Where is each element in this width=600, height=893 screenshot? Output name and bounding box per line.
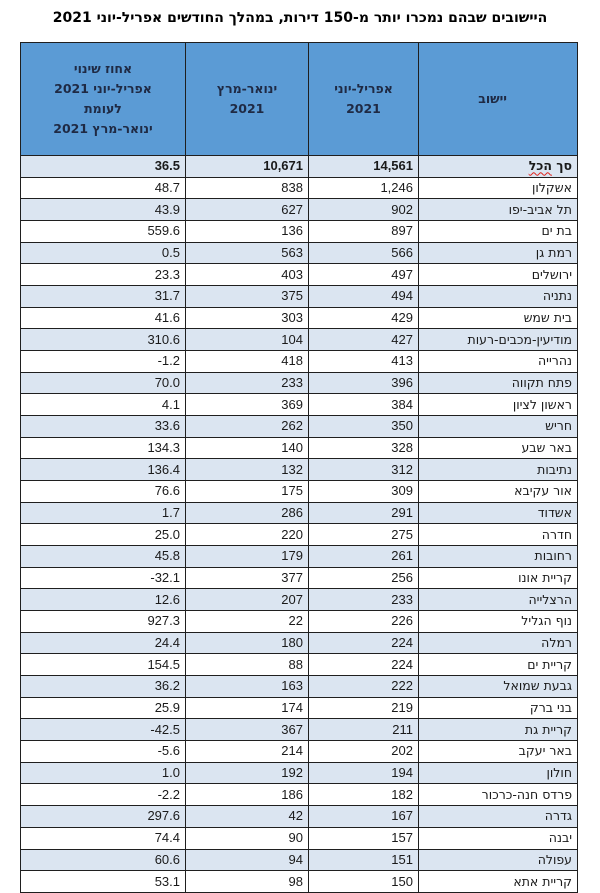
cell-change-percent: 927.3 bbox=[21, 611, 186, 633]
cell-change-percent: 33.6 bbox=[21, 416, 186, 438]
cell-change-percent: 25.9 bbox=[21, 697, 186, 719]
cell-city: יבנה bbox=[419, 827, 578, 849]
table-row bbox=[21, 351, 578, 373]
cell-apr-jun: 328 bbox=[309, 437, 419, 459]
table-row bbox=[21, 697, 578, 719]
cell-city: גדרה bbox=[419, 806, 578, 828]
cell-city bbox=[419, 156, 578, 178]
cell-apr-jun: 897 bbox=[309, 221, 419, 243]
table-row bbox=[21, 567, 578, 589]
cell-change-percent: 76.6 bbox=[21, 481, 186, 503]
cell-apr-jun: 224 bbox=[309, 654, 419, 676]
cell-change-percent: 70.0 bbox=[21, 372, 186, 394]
cell-jan-mar: 369 bbox=[186, 394, 309, 416]
cell-apr-jun: 182 bbox=[309, 784, 419, 806]
cell-jan-mar: 140 bbox=[186, 437, 309, 459]
table-row bbox=[21, 611, 578, 633]
cell-apr-jun: 224 bbox=[309, 632, 419, 654]
cell-apr-jun: 150 bbox=[309, 871, 419, 893]
cell-city: קריית גת bbox=[419, 719, 578, 741]
cell-jan-mar: 303 bbox=[186, 307, 309, 329]
table-row bbox=[21, 416, 578, 438]
table-row bbox=[21, 242, 578, 264]
table-row bbox=[21, 459, 578, 481]
cell-change-percent: 23.3 bbox=[21, 264, 186, 286]
cell-jan-mar: 136 bbox=[186, 221, 309, 243]
cell-jan-mar: 104 bbox=[186, 329, 309, 351]
table-row bbox=[21, 719, 578, 741]
cell-change-percent: 53.1 bbox=[21, 871, 186, 893]
table-row bbox=[21, 827, 578, 849]
cell-jan-mar: 375 bbox=[186, 286, 309, 308]
cell-change-percent: 310.6 bbox=[21, 329, 186, 351]
cell-city: קריית ים bbox=[419, 654, 578, 676]
cell-apr-jun: 413 bbox=[309, 351, 419, 373]
table-row bbox=[21, 806, 578, 828]
table-row bbox=[21, 437, 578, 459]
table-row bbox=[21, 524, 578, 546]
cell-jan-mar: 88 bbox=[186, 654, 309, 676]
cell-jan-mar: 418 bbox=[186, 351, 309, 373]
cell-apr-jun: 427 bbox=[309, 329, 419, 351]
cell-jan-mar: 42 bbox=[186, 806, 309, 828]
table-row bbox=[21, 676, 578, 698]
table-row bbox=[21, 177, 578, 199]
cell-jan-mar: 175 bbox=[186, 481, 309, 503]
cell-change-percent: -1.2 bbox=[21, 351, 186, 373]
table-row bbox=[21, 871, 578, 893]
cell-apr-jun: 494 bbox=[309, 286, 419, 308]
cell-apr-jun: 14,561 bbox=[309, 156, 419, 178]
cell-apr-jun: 261 bbox=[309, 546, 419, 568]
cell-apr-jun: 312 bbox=[309, 459, 419, 481]
table-row bbox=[21, 589, 578, 611]
table-row bbox=[21, 849, 578, 871]
cell-jan-mar: 262 bbox=[186, 416, 309, 438]
cell-jan-mar: 22 bbox=[186, 611, 309, 633]
cell-city: נוף הגליל bbox=[419, 611, 578, 633]
cell-change-percent: 60.6 bbox=[21, 849, 186, 871]
cell-change-percent: 48.7 bbox=[21, 177, 186, 199]
cell-apr-jun: 384 bbox=[309, 394, 419, 416]
cell-apr-jun: 902 bbox=[309, 199, 419, 221]
cell-change-percent: 4.1 bbox=[21, 394, 186, 416]
table-row bbox=[21, 307, 578, 329]
cell-jan-mar: 179 bbox=[186, 546, 309, 568]
cell-change-percent: 12.6 bbox=[21, 589, 186, 611]
cell-city: פרדס חנה-כרכור bbox=[419, 784, 578, 806]
cell-city: בני ברק bbox=[419, 697, 578, 719]
cell-city: חולון bbox=[419, 762, 578, 784]
cell-change-percent: -42.5 bbox=[21, 719, 186, 741]
cell-jan-mar: 377 bbox=[186, 567, 309, 589]
cell-city: קריית אתא bbox=[419, 871, 578, 893]
table-row bbox=[21, 654, 578, 676]
cell-change-percent: 297.6 bbox=[21, 806, 186, 828]
cell-city: חריש bbox=[419, 416, 578, 438]
cell-city: נתניה bbox=[419, 286, 578, 308]
cell-jan-mar: 286 bbox=[186, 502, 309, 524]
cell-apr-jun: 566 bbox=[309, 242, 419, 264]
cell-change-percent: 0.5 bbox=[21, 242, 186, 264]
table-row bbox=[21, 286, 578, 308]
apartment-sales-table bbox=[20, 42, 578, 893]
table-row bbox=[21, 741, 578, 763]
cell-apr-jun: 202 bbox=[309, 741, 419, 763]
total-label: סך הכל bbox=[528, 158, 572, 174]
cell-change-percent: 36.2 bbox=[21, 676, 186, 698]
cell-jan-mar: 367 bbox=[186, 719, 309, 741]
header-apr-jun: אפריל-יוני 2021 bbox=[309, 43, 419, 156]
table-row bbox=[21, 784, 578, 806]
cell-change-percent: 43.9 bbox=[21, 199, 186, 221]
cell-apr-jun: 275 bbox=[309, 524, 419, 546]
cell-jan-mar: 627 bbox=[186, 199, 309, 221]
cell-city: באר יעקב bbox=[419, 741, 578, 763]
table-row bbox=[21, 502, 578, 524]
cell-city: גבעת שמואל bbox=[419, 676, 578, 698]
cell-city: חדרה bbox=[419, 524, 578, 546]
cell-change-percent: 136.4 bbox=[21, 459, 186, 481]
table-row bbox=[21, 481, 578, 503]
cell-change-percent: 1.7 bbox=[21, 502, 186, 524]
cell-change-percent: 31.7 bbox=[21, 286, 186, 308]
cell-city: תל אביב-יפו bbox=[419, 199, 578, 221]
cell-city: מודיעין-מכבים-רעות bbox=[419, 329, 578, 351]
cell-city: ראשון לציון bbox=[419, 394, 578, 416]
cell-city: ירושלים bbox=[419, 264, 578, 286]
cell-city: בת ים bbox=[419, 221, 578, 243]
cell-jan-mar: 90 bbox=[186, 827, 309, 849]
table-row bbox=[21, 762, 578, 784]
cell-city: אשקלון bbox=[419, 177, 578, 199]
cell-apr-jun: 226 bbox=[309, 611, 419, 633]
table-row bbox=[21, 264, 578, 286]
cell-city: נתיבות bbox=[419, 459, 578, 481]
cell-apr-jun: 194 bbox=[309, 762, 419, 784]
cell-jan-mar: 563 bbox=[186, 242, 309, 264]
cell-jan-mar: 163 bbox=[186, 676, 309, 698]
cell-change-percent: -32.1 bbox=[21, 567, 186, 589]
cell-change-percent: 41.6 bbox=[21, 307, 186, 329]
table-row bbox=[21, 372, 578, 394]
cell-apr-jun: 350 bbox=[309, 416, 419, 438]
cell-jan-mar: 220 bbox=[186, 524, 309, 546]
total-row bbox=[21, 156, 578, 178]
cell-change-percent: 154.5 bbox=[21, 654, 186, 676]
table-row bbox=[21, 329, 578, 351]
cell-apr-jun: 219 bbox=[309, 697, 419, 719]
cell-apr-jun: 497 bbox=[309, 264, 419, 286]
table-header-row bbox=[21, 43, 578, 156]
cell-jan-mar: 132 bbox=[186, 459, 309, 481]
cell-change-percent: 25.0 bbox=[21, 524, 186, 546]
cell-apr-jun: 157 bbox=[309, 827, 419, 849]
cell-change-percent: 559.6 bbox=[21, 221, 186, 243]
cell-city: הרצלייה bbox=[419, 589, 578, 611]
cell-city: קריית אונו bbox=[419, 567, 578, 589]
cell-city: באר שבע bbox=[419, 437, 578, 459]
cell-change-percent: 36.5 bbox=[21, 156, 186, 178]
cell-change-percent: 134.3 bbox=[21, 437, 186, 459]
cell-apr-jun: 167 bbox=[309, 806, 419, 828]
cell-city: אשדוד bbox=[419, 502, 578, 524]
cell-jan-mar: 186 bbox=[186, 784, 309, 806]
cell-city: רחובות bbox=[419, 546, 578, 568]
cell-apr-jun: 291 bbox=[309, 502, 419, 524]
cell-change-percent: 45.8 bbox=[21, 546, 186, 568]
cell-city: בית שמש bbox=[419, 307, 578, 329]
table-row bbox=[21, 546, 578, 568]
table-row bbox=[21, 394, 578, 416]
header-jan-mar: ינואר-מרץ 2021 bbox=[186, 43, 309, 156]
cell-city: רמת גן bbox=[419, 242, 578, 264]
cell-apr-jun: 396 bbox=[309, 372, 419, 394]
table-row bbox=[21, 199, 578, 221]
cell-jan-mar: 10,671 bbox=[186, 156, 309, 178]
cell-city: אור עקיבא bbox=[419, 481, 578, 503]
header-city: יישוב bbox=[419, 43, 578, 156]
cell-change-percent: 1.0 bbox=[21, 762, 186, 784]
cell-apr-jun: 1,246 bbox=[309, 177, 419, 199]
cell-jan-mar: 838 bbox=[186, 177, 309, 199]
cell-apr-jun: 309 bbox=[309, 481, 419, 503]
cell-jan-mar: 94 bbox=[186, 849, 309, 871]
cell-jan-mar: 192 bbox=[186, 762, 309, 784]
cell-city: פתח תקווה bbox=[419, 372, 578, 394]
table-title: היישובים שבהם נמכרו יותר מ-150 דירות, במהלך החודשים אפריל-יוני 2021 bbox=[52, 10, 548, 26]
table-row bbox=[21, 632, 578, 654]
cell-jan-mar: 174 bbox=[186, 697, 309, 719]
cell-apr-jun: 429 bbox=[309, 307, 419, 329]
cell-jan-mar: 214 bbox=[186, 741, 309, 763]
cell-change-percent: 74.4 bbox=[21, 827, 186, 849]
cell-change-percent: -5.6 bbox=[21, 741, 186, 763]
cell-jan-mar: 180 bbox=[186, 632, 309, 654]
cell-city: עפולה bbox=[419, 849, 578, 871]
cell-apr-jun: 256 bbox=[309, 567, 419, 589]
cell-apr-jun: 233 bbox=[309, 589, 419, 611]
cell-change-percent: -2.2 bbox=[21, 784, 186, 806]
header-change-percent: אחוז שינוי אפריל-יוני 2021 לעומת ינואר-מרץ 2021 bbox=[21, 43, 186, 156]
cell-jan-mar: 403 bbox=[186, 264, 309, 286]
cell-jan-mar: 207 bbox=[186, 589, 309, 611]
cell-city: נהרייה bbox=[419, 351, 578, 373]
table-row bbox=[21, 221, 578, 243]
cell-jan-mar: 98 bbox=[186, 871, 309, 893]
cell-apr-jun: 211 bbox=[309, 719, 419, 741]
cell-change-percent: 24.4 bbox=[21, 632, 186, 654]
cell-apr-jun: 222 bbox=[309, 676, 419, 698]
cell-city: רמלה bbox=[419, 632, 578, 654]
cell-apr-jun: 151 bbox=[309, 849, 419, 871]
table-body bbox=[21, 156, 578, 893]
cell-jan-mar: 233 bbox=[186, 372, 309, 394]
